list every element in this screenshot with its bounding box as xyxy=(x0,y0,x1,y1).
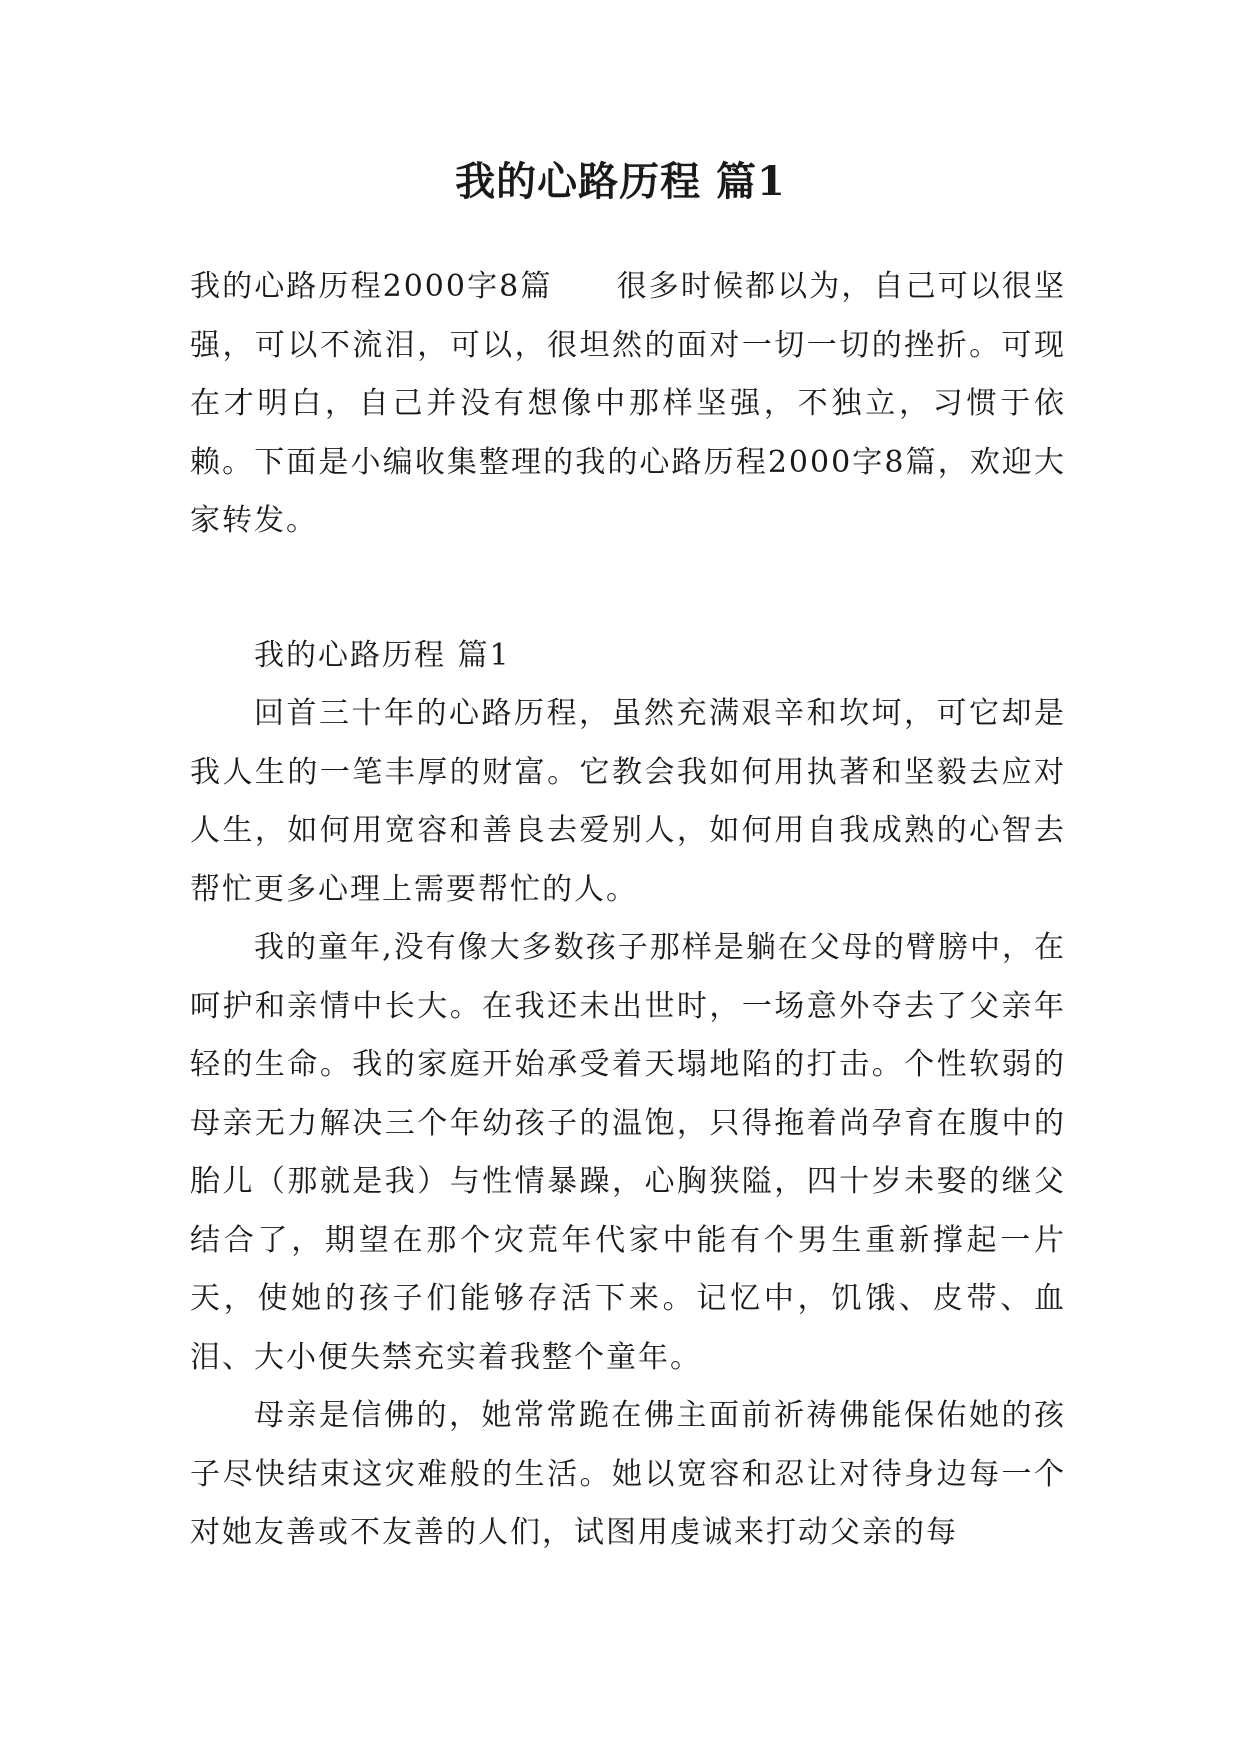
body-paragraph: 我的童年,没有像大多数孩子那样是躺在父母的臂膀中，在呵护和亲情中长大。在我还未出世时，一场意外夺去了父亲年轻的生命。我的家庭开始承受着天塌地陷的打击。个性软弱的母亲无力解决三个年幼孩子的温饱，只得拖着尚孕育在腹中的胎儿（那就是我）与性情暴躁，心胸狭隘，四十岁未娶的继父结合了，期望在那个灾荒年代家中能有个男生重新撑起一片天，使她的孩子们能够存活下来。记忆中，饥饿、皮带、血泪、大小便失禁充实着我整个童年。 xyxy=(190,930,1066,1375)
body-paragraph: 回首三十年的心路历程，虽然充满艰辛和坎坷，可它却是我人生的一笔丰厚的财富。它教会我如何用执著和坚毅去应对人生，如何用宽容和善良去爱别人，如何用自我成熟的心智去帮忙更多心理上需要帮忙的人。 xyxy=(190,696,1066,907)
document-title: 我的心路历程 篇1 xyxy=(455,158,786,205)
intro-paragraph: 我的心路历程2000字8篇 很多时候都以为，自己可以很坚强，可以不流泪，可以，很坦然的面对一切一切的挫折。可现在才明白，自己并没有想像中那样坚强，不独立，习惯于依赖。下面是小编收集整理的我的心路历程2000字8篇，欢迎大家转发。 xyxy=(190,269,1066,538)
section-heading: 我的心路历程 篇1 xyxy=(254,637,511,673)
body-paragraph: 母亲是信佛的，她常常跪在佛主面前祈祷佛能保佑她的孩子尽快结束这灾难般的生活。她以宽容和忍让对待身边每一个对她友善或不友善的人们，试图用虔诚来打动父亲的每 xyxy=(190,1398,1066,1550)
document-body xyxy=(190,258,1066,1563)
